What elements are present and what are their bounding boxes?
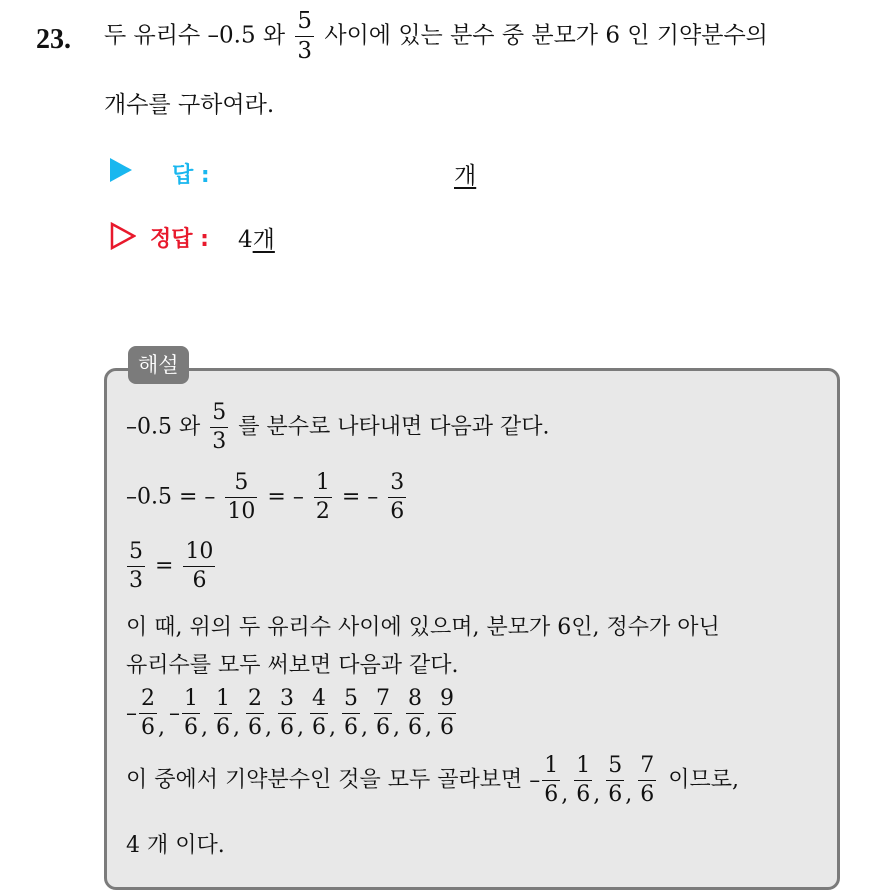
fraction-numerator: 2 (248, 686, 262, 711)
fraction-term (529, 753, 572, 807)
fraction-numerator: 5 (234, 470, 249, 495)
expl-line7-text-b: 이므로, (668, 767, 740, 793)
fraction-denominator: 6 (608, 782, 623, 807)
fraction-term (126, 686, 169, 740)
fraction-separator: , (625, 781, 633, 807)
fraction-term (340, 686, 372, 740)
explanation-line-8: 4 개 이다. (126, 833, 225, 858)
fraction-numerator: 7 (640, 753, 655, 778)
fraction-denominator: 10 (227, 499, 256, 524)
fraction (246, 688, 264, 739)
question-number: 23. (36, 24, 71, 55)
eq1-fraction-2 (314, 472, 332, 523)
fraction-denominator: 3 (297, 38, 313, 64)
fraction-term (436, 686, 461, 740)
eq2-fraction-2 (183, 541, 215, 592)
fraction-list (126, 688, 461, 740)
fraction-denominator: 6 (440, 715, 454, 740)
fraction-separator: , (393, 714, 400, 740)
answer-marker (110, 158, 132, 182)
fraction-denominator: 3 (212, 429, 227, 454)
fraction (278, 688, 296, 739)
expl-text-b: 를 분수로 나타내면 다음과 같다. (238, 414, 550, 440)
fraction-numerator: 5 (297, 8, 313, 34)
fraction (214, 688, 232, 739)
fraction-numerator: 7 (376, 686, 390, 711)
fraction-numerator: 5 (608, 753, 623, 778)
question-text-a: 두 유리수 –0.5 와 (104, 22, 286, 49)
fraction (139, 688, 157, 739)
correct-answer (238, 221, 275, 254)
fraction-denominator: 6 (376, 715, 390, 740)
fraction-numerator: 5 (129, 539, 143, 564)
fraction-denominator: 6 (216, 715, 230, 740)
fraction-term (212, 686, 244, 740)
fraction-separator: , (233, 714, 240, 740)
fraction (606, 755, 624, 806)
fraction (438, 688, 456, 739)
fraction-numerator: 4 (312, 686, 326, 711)
question-fraction (295, 10, 314, 63)
fraction (374, 688, 392, 739)
eq2-fraction-1 (127, 541, 145, 592)
fraction-numerator: 1 (184, 686, 198, 711)
fraction-term (244, 686, 276, 740)
fraction-numerator: 5 (212, 400, 227, 425)
fraction-sign: – (126, 700, 137, 726)
correct-value: 4 (238, 227, 253, 253)
correct-unit: 개 (252, 227, 275, 253)
fraction (638, 755, 656, 806)
explanation-line-7 (126, 755, 739, 807)
fraction-denominator: 3 (129, 568, 143, 593)
fraction-separator: , (265, 714, 272, 740)
fraction-separator: , (593, 781, 601, 807)
outline-triangle-icon (110, 222, 136, 250)
fraction-numerator: 1 (576, 753, 591, 778)
fraction-denominator: 6 (183, 566, 215, 592)
fraction-denominator: 2 (315, 499, 330, 524)
fraction-denominator: 6 (640, 782, 655, 807)
fraction-denominator: 6 (312, 715, 326, 740)
fraction (406, 688, 424, 739)
fraction-denominator: 6 (141, 715, 155, 740)
explanation-line-1 (126, 402, 549, 453)
filled-triangle-icon (110, 158, 132, 182)
fraction-numerator: 5 (344, 686, 358, 711)
answer-label: 답 : (172, 163, 210, 188)
eq1-lhs: –0.5 = – (126, 484, 216, 510)
fraction-numerator: 10 (185, 539, 214, 564)
explanation-equation-1 (126, 472, 409, 523)
fraction-term (404, 686, 436, 740)
fraction-separator: , (329, 714, 336, 740)
fraction-denominator: 6 (280, 715, 294, 740)
fraction-term (308, 686, 340, 740)
fraction (542, 755, 560, 806)
correct-label: 정답 : (150, 227, 209, 252)
fraction-separator: , (561, 781, 569, 807)
fraction-separator: , (158, 714, 165, 740)
fraction-numerator: 3 (280, 686, 294, 711)
fraction-denominator: 6 (576, 782, 591, 807)
irreducible-fraction-list (529, 753, 661, 807)
fraction-denominator: 6 (344, 715, 358, 740)
fraction-term (636, 753, 661, 807)
fraction-separator: , (201, 714, 208, 740)
eq1-fraction-1 (225, 472, 257, 523)
fraction-numerator: 1 (544, 753, 559, 778)
fraction (310, 688, 328, 739)
explanation-line-5: 유리수를 모두 써보면 다음과 같다. (126, 653, 459, 678)
fraction-term (276, 686, 308, 740)
fraction-numerator: 2 (141, 686, 155, 711)
answer-unit: 개 (454, 163, 477, 189)
fraction-numerator: 1 (315, 470, 330, 495)
fraction-separator: , (361, 714, 368, 740)
question-line-1 (104, 10, 768, 63)
fraction-term (169, 686, 212, 740)
expl-fraction (210, 402, 228, 453)
explanation-equation-2 (124, 541, 218, 592)
eq1-fraction-3 (388, 472, 406, 523)
fraction-denominator: 6 (248, 715, 262, 740)
fraction-denominator: 6 (390, 499, 405, 524)
fraction-separator: , (297, 714, 304, 740)
fraction-term (572, 753, 604, 807)
fraction-denominator: 6 (408, 715, 422, 740)
fraction-numerator: 1 (216, 686, 230, 711)
fraction-numerator: 9 (440, 686, 454, 711)
fraction-term (372, 686, 404, 740)
fraction-term (604, 753, 636, 807)
eq1-mid2: = – (341, 484, 379, 510)
correct-marker (110, 222, 136, 250)
question-text-b: 사이에 있는 분수 중 분모가 6 인 기약분수의 (324, 22, 768, 49)
fraction-denominator: 6 (544, 782, 559, 807)
fraction (182, 688, 200, 739)
explanation-line-4: 이 때, 위의 두 유리수 사이에 있으며, 분모가 6인, 정수가 아닌 (126, 615, 720, 640)
fraction-numerator: 3 (390, 470, 405, 495)
fraction-sign: – (169, 700, 180, 726)
explanation-tag: 해설 (128, 346, 189, 384)
expl-text-a: –0.5 와 (126, 414, 201, 440)
eq2-mid: = (155, 553, 174, 579)
question-line-2: 개수를 구하여라. (104, 92, 275, 118)
fraction-separator: , (425, 714, 432, 740)
fraction-denominator: 6 (184, 715, 198, 740)
eq1-mid: = – (267, 484, 304, 510)
fraction (342, 688, 360, 739)
fraction-sign: – (529, 767, 541, 793)
fraction (574, 755, 592, 806)
expl-line7-text-a: 이 중에서 기약분수인 것을 모두 골라보면 (126, 767, 523, 793)
fraction-numerator: 8 (408, 686, 422, 711)
